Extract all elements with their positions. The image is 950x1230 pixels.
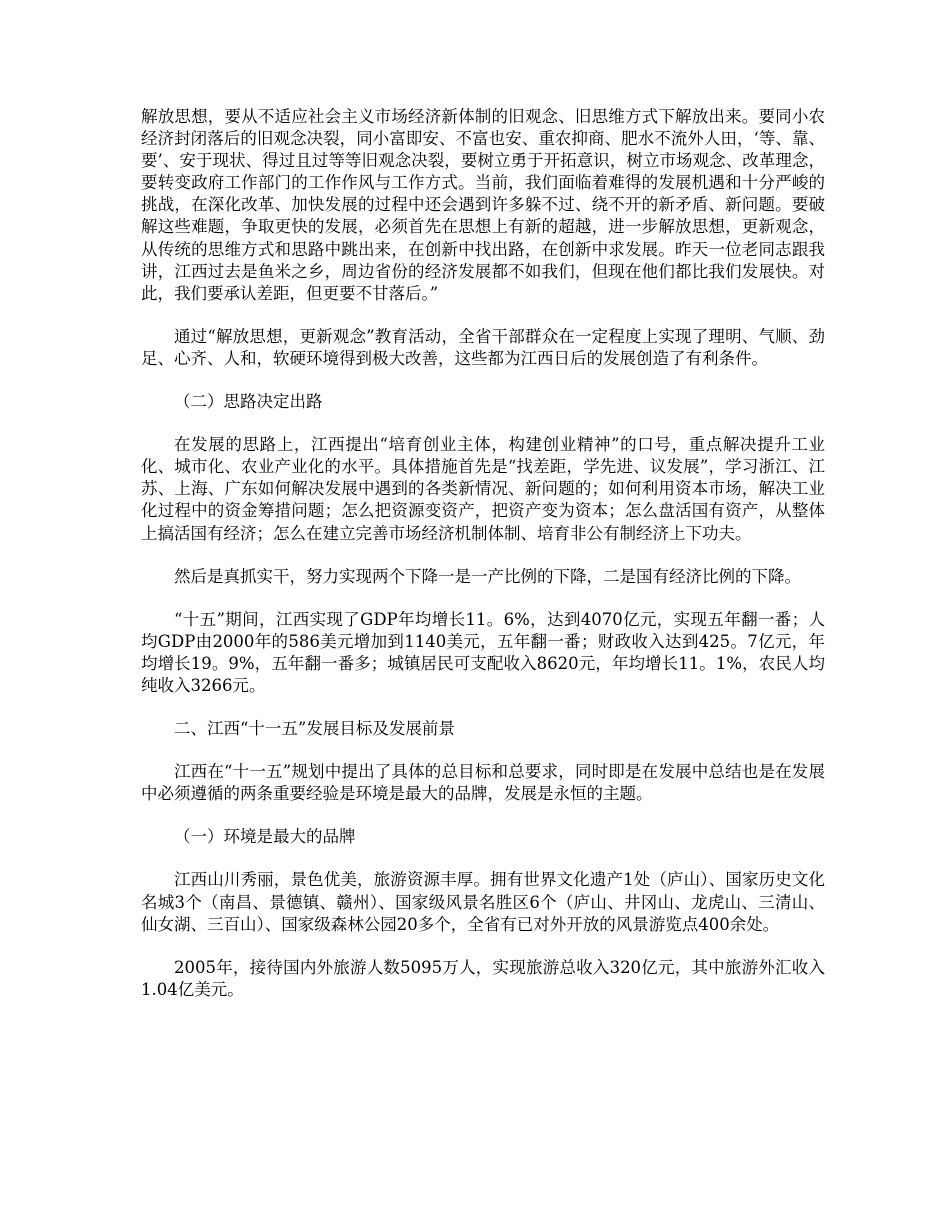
paragraph-development-ideas: 在发展的思路上，江西提出“培育创业主体，构建创业精神”的口号，重点解决提升工业化、城市化、农业产业化的水平。具体措施首先是“找差距，学先进、议发展”，学习浙江、江苏、上海、广东如何解决发展中遇到的各类新情况、新问题的；如何利用资本市场，解决工业化过程中的资金筹措问题；怎么把资源变资产，把资产变为资本；怎么盘活国有资产，从整体上搞活国有经济；怎么在建立完善市场经济机制体制、培育非公有制经济上下功夫。 [141,435,825,543]
paragraph-tenth-five-year-results: “十五”期间，江西实现了GDP年均增长11。6%，达到4070亿元，实现五年翻一番；人均GDP由2000年的586美元增加到1140美元，五年翻一番；财政收入达到425。7亿元，年均增长19。9%，五年翻一番多；城镇居民可支配收入8620元，年均增长11。1%，农民人均纯收入3266元。 [141,609,825,695]
section-heading-thinking: （二）思路决定出路 [174,392,323,412]
document-page [141,106,825,1022]
paragraph-tourism-resources: 江西山川秀丽，景色优美，旅游资源丰厚。拥有世界文化遗产1处（庐山）、国家历史文化名城3个（南昌、景德镇、赣州）、国家级风景名胜区6个（庐山、井冈山、龙虎山、三清山、仙女湖、三百山）、国家级森林公园20多个，全省有已对外开放的风景游览点400余处。 [141,870,825,934]
paragraph-tourism-2005: 2005年，接待国内外旅游人数5095万人，实现旅游总收入320亿元，其中旅游外汇收入1.04亿美元。 [141,957,825,999]
paragraph-two-declines: 然后是真抓实干，努力实现两个下降一是一产比例的下降，二是国有经济比例的下降。 [174,566,801,586]
paragraph-liberation-quote: 解放思想，要从不适应社会主义市场经济新体制的旧观念、旧思维方式下解放出来。要同小农经济封闭落后的旧观念决裂，同小富即安、不富也安、重农抑商、肥水不流外人田，‘等、靠、要’、安于现状、得过且过等等旧观念决裂，要树立勇于开拓意识，树立市场观念、改革理念，要转变政府工作部门的工作作风与工作方式。当前，我们面临着难得的发展机遇和十分严峻的挑战，在深化改革、加快发展的过程中还会遇到许多躲不过、绕不开的新矛盾、新问题。要破解这些难题，争取更快的发展，必须首先在思想上有新的超越，进一步解放思想，更新观念，从传统的思维方式和思路中跳出来，在创新中找出路，在创新中求发展。昨天一位老同志跟我讲，江西过去是鱼米之乡，周边省份的经济发展都不如我们，但现在他们都比我们发展快。对此，我们要承认差距，但更要不甘落后。” [141,107,825,303]
paragraph-eleventh-plan-goals: 江西在“十一五”规划中提出了具体的总目标和总要求，同时即是在发展中总结也是在发展中必须遵循的两条重要经验是环境是最大的品牌，发展是永恒的主题。 [141,762,825,804]
section-heading-eleventh-plan: 二、江西“十一五”发展目标及发展前景 [174,719,455,739]
section-heading-environment: （一）环境是最大的品牌 [174,827,356,847]
paragraph-education-result: 通过“解放思想，更新观念”教育活动，全省干部群众在一定程度上实现了理明、气顺、劲足、心齐、人和，软硬环境得到极大改善，这些都为江西日后的发展创造了有利条件。 [141,326,825,368]
